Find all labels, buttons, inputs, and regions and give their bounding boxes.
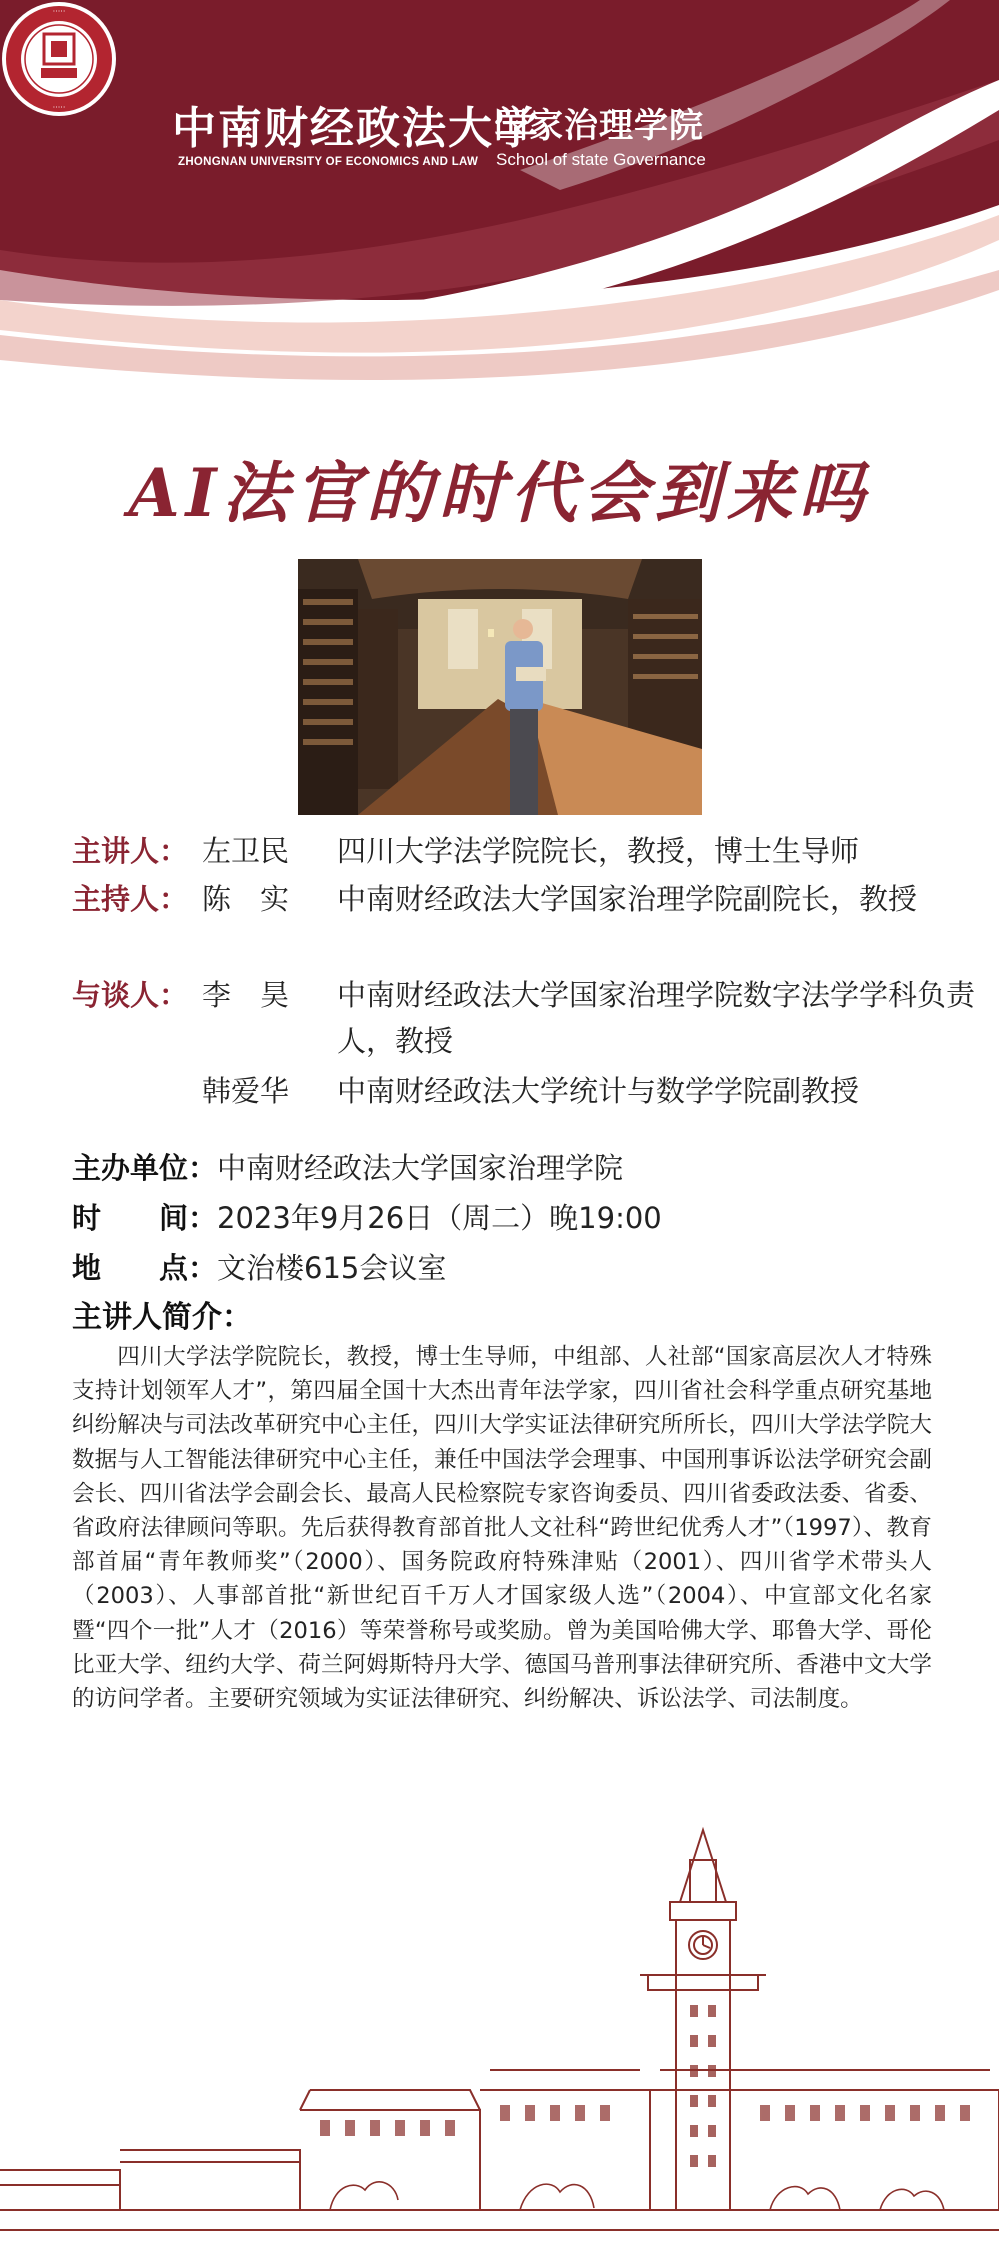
place-label: 地 点： <box>72 1251 218 1285</box>
footer-illustration <box>0 1790 999 2249</box>
time-value: 2023年9月26日（周二）晚19:00 <box>217 1201 662 1235</box>
role-label: 主讲人： <box>72 834 189 868</box>
person-name: 韩爱华 <box>202 1074 290 1108</box>
time-row <box>72 1196 952 1237</box>
person-title: 中南财经政法大学国家治理学院数字法学学科负责人，教授 <box>337 978 976 1058</box>
role-label: 主持人： <box>72 882 189 916</box>
university-seal-logo <box>0 0 118 118</box>
person-name: 李 昊 <box>202 978 290 1012</box>
university-name-en: ZHONGNAN UNIVERSITY OF ECONOMICS AND LAW <box>178 156 479 168</box>
time-label: 时 间： <box>72 1201 218 1235</box>
school-name-en: School of state Governance <box>496 150 706 169</box>
header-wave-background <box>0 0 999 390</box>
person-title: 四川大学法学院院长，教授，博士生导师 <box>337 834 860 868</box>
role-label: 与谈人： <box>72 978 189 1012</box>
svg-text:·····: ····· <box>52 103 66 112</box>
speaker-photo <box>298 559 702 815</box>
organizer-row <box>72 1146 952 1187</box>
university-name-cn: 中南财经政法大学 <box>172 103 540 154</box>
place-row <box>72 1246 952 1287</box>
bio-heading: 主讲人简介： <box>72 1300 252 1335</box>
person-name: 陈 实 <box>202 882 290 916</box>
speaker-photo-library-icon <box>298 559 702 815</box>
svg-text:·····: ····· <box>52 7 66 16</box>
clock-tower-icon <box>0 1790 999 2249</box>
organizer-value: 中南财经政法大学国家治理学院 <box>217 1151 624 1185</box>
header-banner <box>0 0 999 390</box>
organizer-label: 主办单位： <box>72 1151 218 1185</box>
person-title: 中南财经政法大学国家治理学院副院长，教授 <box>337 882 918 916</box>
place-value: 文治楼615会议室 <box>217 1251 447 1285</box>
person-title: 中南财经政法大学统计与数学学院副教授 <box>337 1074 860 1108</box>
lecture-title: AI法官的时代会到来吗 <box>128 454 871 532</box>
person-name: 左卫民 <box>202 834 290 868</box>
bio-paragraph: 四川大学法学院院长，教授，博士生导师，中组部、人社部“国家高层次人才特殊支持计划领军人才”，第四届全国十大杰出青年法学家，四川省社会科学重点研究基地纠纷解决与司法改革研究中心主任，四川大学实证法律研究所所长，四川大学法学院大数据与人工智能法律研究中心主任，兼任中国法学会理事、中国刑事诉讼法学研究会副会长、四川省法学会副会长、最高人民检察院专家咨询委员、四川省委政法委、省委、省政府法律顾问等职。先后获得教育部首批人文社科“跨世纪优秀人才”（1997）、教育部首届“青年教师奖”（2000）、国务院政府特殊津贴（2001）、四川省学术带头人（2003）、人事部首批“新世纪百千万人才国家级人选”（2004）、中宣部文化名家暨“四个一批”人才（2016）等荣誉称号或奖励。曾为美国哈佛大学、耶鲁大学、哥伦比亚大学、纽约大学、荷兰阿姆斯特丹大学、德国马普刑事法律研究所、香港中文大学的访问学者。主要研究领域为实证法律研究、纠纷解决、诉讼法学、司法制度。 <box>72 1344 932 1713</box>
school-name-cn: 国家治理学院 <box>494 106 704 146</box>
